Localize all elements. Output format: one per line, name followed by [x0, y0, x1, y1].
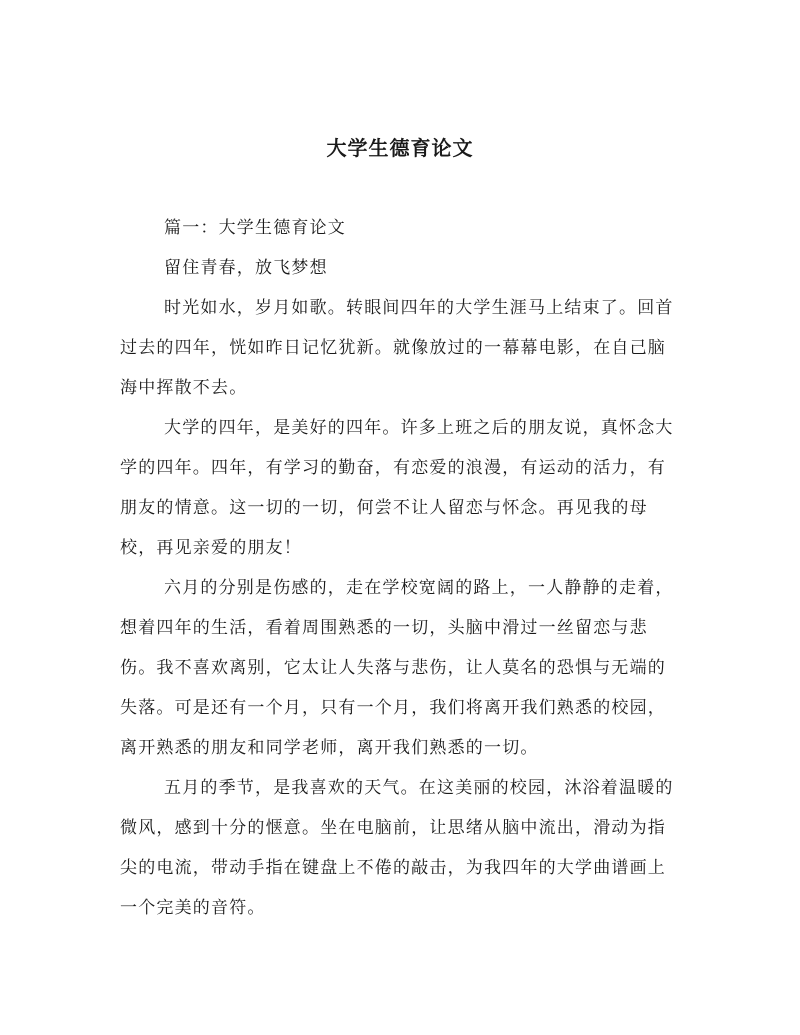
- paragraph-2: 大学的四年，是美好的四年。许多上班之后的朋友说，真怀念大学的四年。四年，有学习的勤奋，有恋爱的浪漫，有运动的活力，有朋友的情意。这一切的一切，何尝不让人留恋与怀念。再见我的母校，再见亲爱的朋友！: [120, 418, 674, 558]
- paragraph-1: 时光如水，岁月如歌。转眼间四年的大学生涯马上结束了。回首过去的四年，恍如昨日记忆犹新。就像放过的一幕幕电影，在自己脑海中挥散不去。: [120, 298, 674, 398]
- section-heading: 篇一：大学生德育论文: [164, 218, 346, 238]
- paragraph-3: 六月的分别是伤感的，走在学校宽阔的路上，一人静静的走着，想着四年的生活，看着周围熟悉的一切，头脑中滑过一丝留恋与悲伤。我不喜欢离别，它太让人失落与悲伤，让人莫名的恐惧与无端的失落。可是还有一个月，只有一个月，我们将离开我们熟悉的校园，离开熟悉的朋友和同学老师，离开我们熟悉的一切。: [120, 578, 674, 758]
- document-title: 大学生德育论文: [326, 136, 474, 160]
- subtitle: 留住青春，放飞梦想: [164, 258, 328, 278]
- document-body: [120, 208, 680, 928]
- paragraph-4: 五月的季节，是我喜欢的天气。在这美丽的校园，沐浴着温暖的微风，感到十分的惬意。坐在电脑前，让思绪从脑中流出，滑动为指尖的电流，带动手指在键盘上不倦的敲击，为我四年的大学曲谱画上一个完美的音符。: [120, 778, 674, 918]
